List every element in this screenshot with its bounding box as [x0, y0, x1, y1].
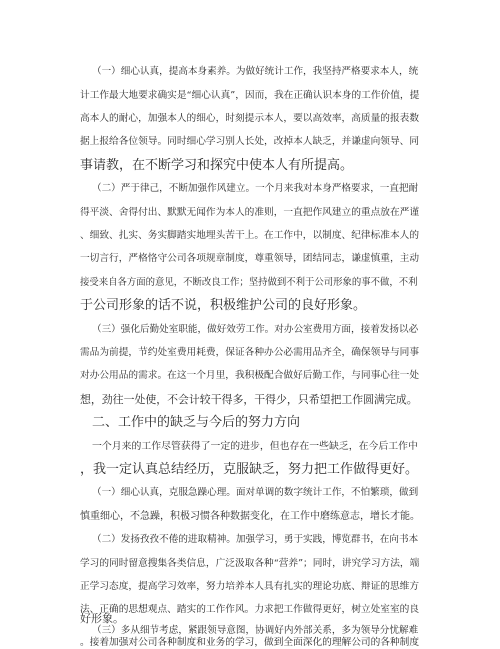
text-line: 一切言行，严格恪守公司各项规章制度，尊重领导，团结同志，谦虚慎重，主动 — [80, 253, 420, 264]
text-line: 对办公用品的需求。在这一个月里，我积极配合做好后勤工作，与同事心往一处 — [80, 370, 420, 381]
text-line: 高本人的耐心，加强本人的细心，时刻提示本人，要以高效率，高质量的报表数 — [80, 113, 420, 124]
text-line: 于公司形象的话不说，积极维护公司的良好形象。 — [80, 298, 367, 313]
text-line: （三）强化后勤处室职能，做好效劳工作。对办公室费用方面，接着发扬以必 — [92, 324, 419, 335]
text-line: 需品为前提，节约处室费用耗费，保证各种办公必需用品齐全，确保领导与同事 — [80, 347, 420, 358]
text-line: 学习的同时留意搜集各类信息，广泛汲取各种“营养”；同时，讲究学习方法，端 — [80, 558, 420, 569]
text-line: 得平淡、舍得付出、默默无闻作为本人的准则，一直把作风建立的重点放在严谨 — [80, 207, 420, 218]
text-line: 接受来自各方面的意见，不断改良工作；坚持做到不利于公司形象的事不做，不利 — [80, 277, 418, 288]
text-line: （二）发扬孜孜不倦的进取精神。加强学习，勇于实践，博览群书，在向书本 — [92, 534, 419, 545]
text-line: 计工作最大地要求确实是“细心认真”，因而，我在正确认识本身的工作价值，提 — [80, 90, 420, 101]
text-line: （三）多从细节考虑，紧跟领导意图，协调好内外部关系，多为领导分忧解难 — [92, 625, 419, 636]
text-line: 正学习态度，提高学习效率，努力培养本人具有扎实的理论功底、辩证的思维方 — [80, 581, 420, 592]
text-line: ，我一定认真总结经历，克服缺乏，努力把工作做得更好。 — [80, 462, 419, 477]
text-line: 、细致、扎实、务实脚踏实地埋头苦干上。在工作中，以制度、纪律标准本人的 — [80, 230, 420, 241]
text-line: 一个月来的工作尽管获得了一定的进步，但也存在一些缺乏，在今后工作中 — [92, 441, 418, 452]
text-line: 。接着加强对公司各种制度和业务的学习，做到全面深化的理解公司的各种制度 — [80, 637, 420, 648]
text-line: 事请教，在不断学习和探究中使本人有所提高。 — [80, 158, 354, 173]
text-line: 法、正确的思想观点、踏实的工作作风。力求把工作做得更好，树立处室室的良 — [80, 604, 420, 615]
text-line: 好形象。 — [80, 612, 124, 625]
text-line: 慎重细心，不急躁，积极习惯各种数据变化，在工作中磨练意志，增长才能。 — [80, 511, 420, 522]
text-line: （一）细心认真，提高本身素养。为做好统计工作，我坚持严格要求本人，统 — [92, 66, 419, 77]
text-line: （一）细心认真，克服急躁心理。面对单调的数字统计工作，不怕繁琐，做到 — [92, 487, 419, 498]
text-line: （二）严于律己，不断加强作风建立。一个月来我对本身严格要求，一直把耐 — [92, 183, 419, 194]
text-line: 想，劲往一处使，不会计较干得多，干得少，只希望把工作圆满完成。 — [80, 393, 418, 406]
text-line: 据上报给各位领导。同时细心学习别人长处，改掉本人缺乏，并谦虚向领导、同 — [80, 136, 420, 147]
section-heading: 二、工作中的缺乏与今后的努力方向 — [92, 415, 301, 430]
